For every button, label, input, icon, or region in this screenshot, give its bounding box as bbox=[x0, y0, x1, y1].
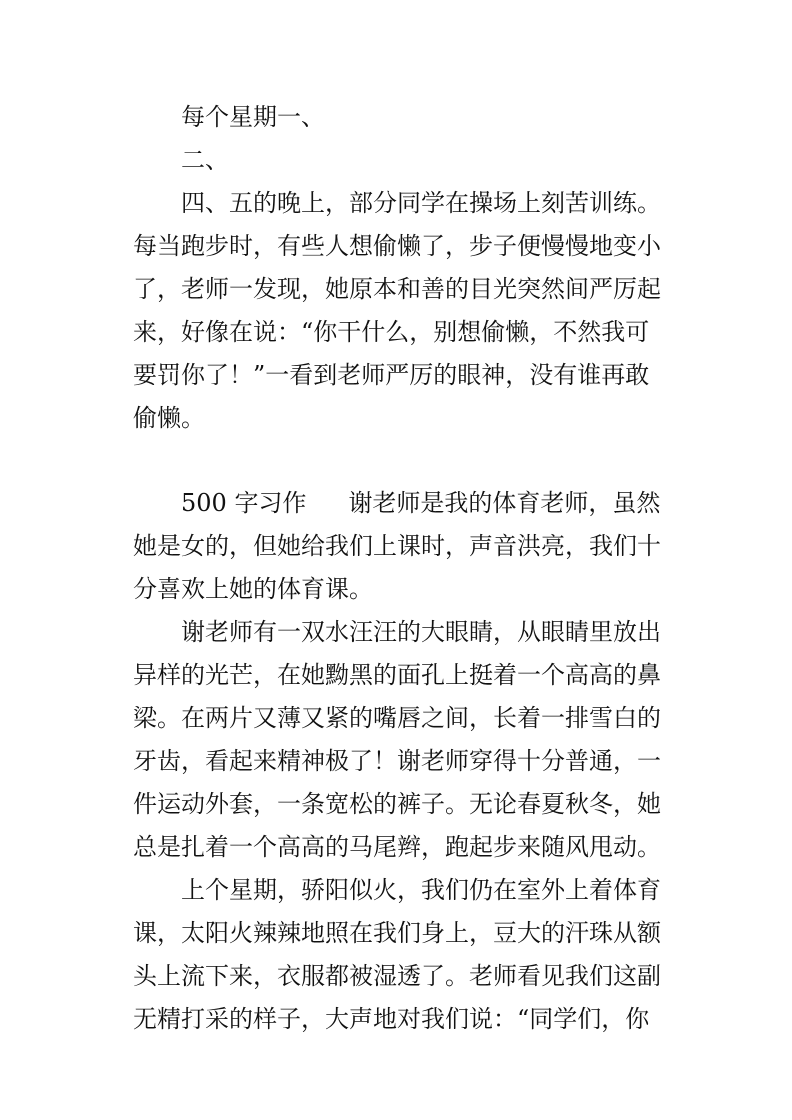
text-line: 分喜欢上她的体育课。 bbox=[133, 575, 373, 603]
text-line: 她是女的，但她给我们上课时，声音洪亮，我们十 bbox=[133, 532, 661, 560]
text-line: 每当跑步时，有些人想偷懒了，步子便慢慢地变小 bbox=[133, 232, 661, 260]
essay-heading: 500 字习作 bbox=[181, 489, 307, 517]
text-line: 头上流下来，衣服都被湿透了。老师看见我们这副 bbox=[133, 962, 661, 990]
text-line: 谢老师有一双水汪汪的大眼睛，从眼睛里放出 bbox=[181, 618, 661, 646]
text-line: 异样的光芒，在她黝黑的面孔上挺着一个高高的鼻 bbox=[133, 661, 661, 689]
text-line: 每个星期一、 bbox=[181, 103, 325, 131]
text-line: 梁。在两片又薄又紧的嘴唇之间，长着一排雪白的 bbox=[133, 704, 661, 732]
text-line: 件运动外套，一条宽松的裤子。无论春夏秋冬，她 bbox=[133, 790, 661, 818]
text-line: 要罚你了！”一看到老师严厉的眼神，没有谁再敢 bbox=[133, 361, 650, 389]
text-line: 四、五的晚上，部分同学在操场上刻苦训练。 bbox=[181, 189, 661, 217]
text-line: 了，老师一发现，她原本和善的目光突然间严厉起 bbox=[133, 275, 661, 303]
text-line: 总是扎着一个高高的马尾辫，跑起步来随风甩动。 bbox=[133, 833, 661, 861]
text-line: 谢老师是我的体育老师，虽然 bbox=[348, 489, 661, 517]
text-line: 偷懒。 bbox=[133, 404, 205, 432]
text-line: 课，太阳火辣辣地照在我们身上，豆大的汗珠从额 bbox=[133, 919, 661, 947]
text-line: 上个星期，骄阳似火，我们仍在室外上着体育 bbox=[181, 876, 661, 904]
text-line: 牙齿，看起来精神极了！谢老师穿得十分普通，一 bbox=[133, 747, 661, 775]
text-block-training bbox=[133, 96, 663, 440]
essay-first-line bbox=[133, 482, 663, 525]
text-line: 无精打采的样子，大声地对我们说：“同学们，你 bbox=[133, 1005, 650, 1033]
text-line: 来，好像在说：“你干什么，别想偷懒，不然我可 bbox=[133, 318, 650, 346]
text-block-essay bbox=[133, 482, 663, 1041]
text-line: 二、 bbox=[181, 146, 229, 174]
